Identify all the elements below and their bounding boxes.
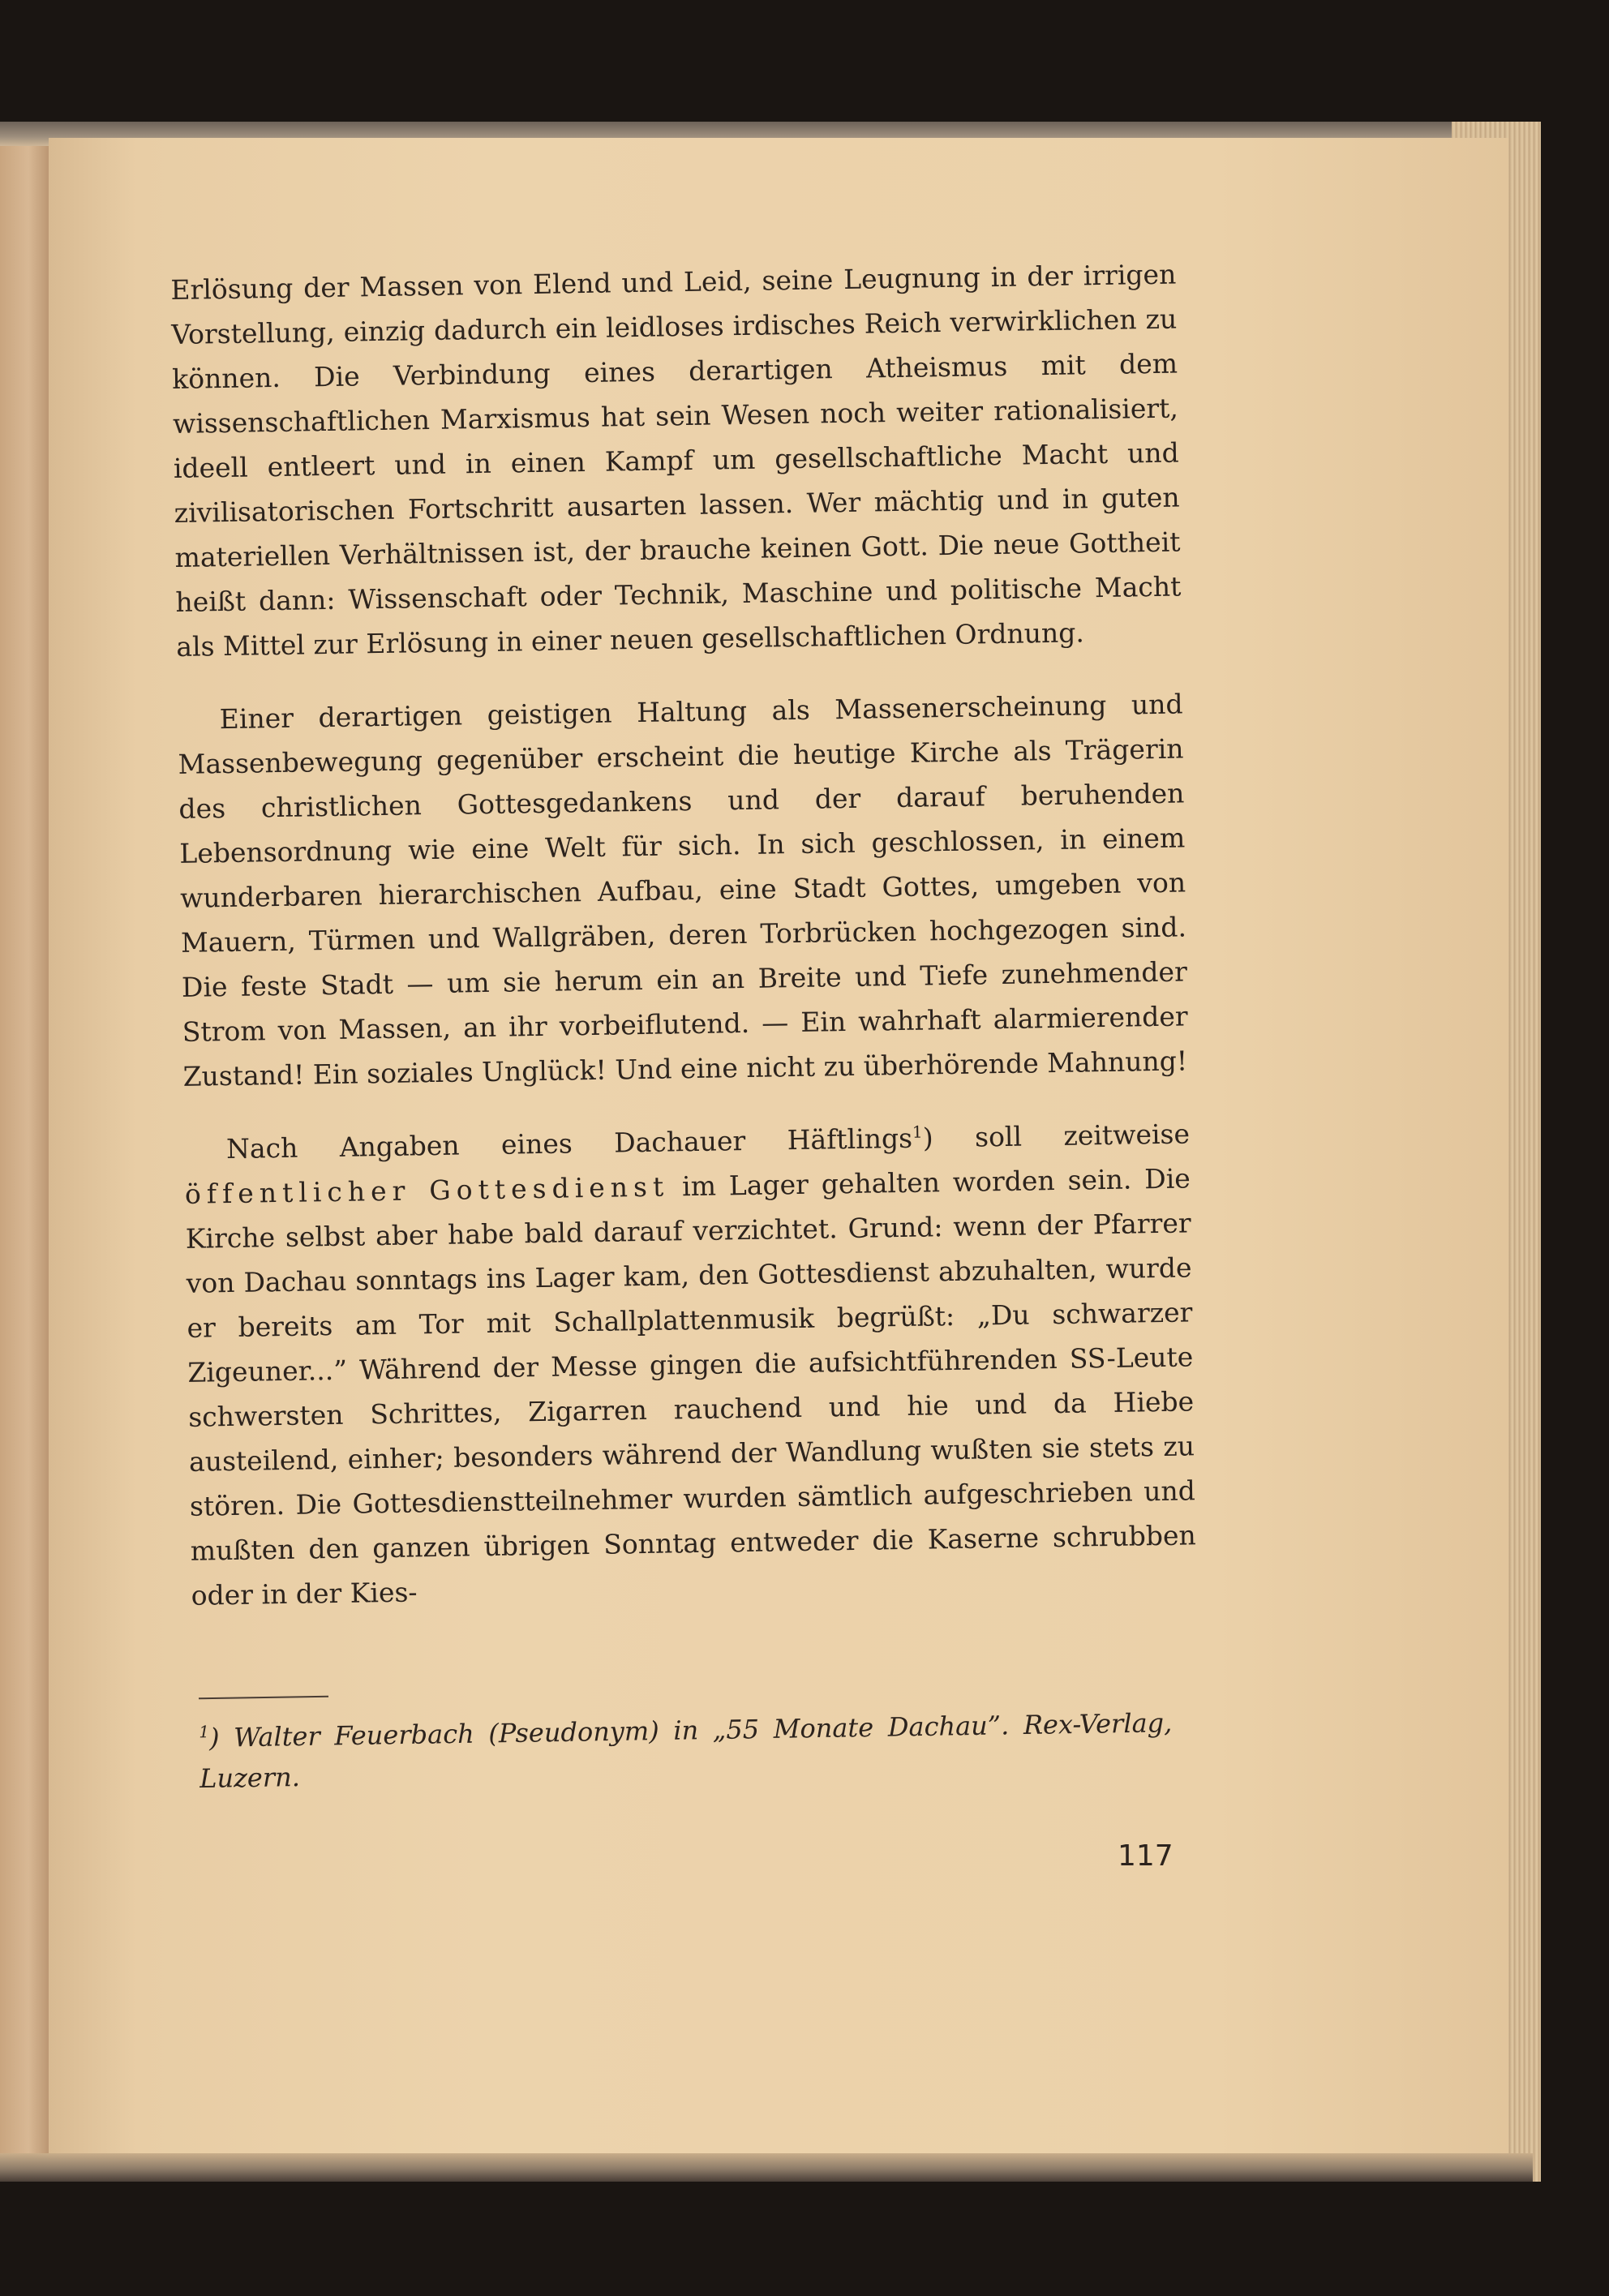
body-text xyxy=(170,252,1198,1646)
page-number: 117 xyxy=(1118,1839,1173,1873)
paragraph-3 xyxy=(184,1111,1197,1617)
book-bottom-edge xyxy=(0,2153,1533,2182)
paragraph-2: Einer derartigen geistigen Haltung als Massenerscheinung und Massenbewegung gegenüber erscheint die heutige Kirche als Trägerin des christlichen Gottesgedankens und der darauf beruhenden Lebensordnung wie eine Welt für sich. In sich geschlossen, in einem wunderbaren hierarchischen Aufbau, eine Stadt Gottes, umgeben von Mauern, Türmen und Wallgräben, deren Torbrücken hochgezogen sind. Die feste Stadt — um sie herum ein an Breite und Tiefe zunehmender Strom von Massen, an ihr vorbeiflutend. — Ein wahrhaft alarmierender Zustand! Ein soziales Unglück! Und eine nicht zu überhörende Mahnung! xyxy=(178,688,1188,1092)
paragraph-3-after-mark: ) soll zeitweise xyxy=(922,1118,1191,1154)
footnote-mark: 1 xyxy=(199,1722,210,1742)
footnote xyxy=(199,1702,1173,1799)
paragraph-1: Erlösung der Massen von Elend und Leid, seine Leugnung in der irrigen Vorstellung, einzig dadurch ein leidloses irdisches Reich verwirklichen zu können. Die Verbindung eines derartigen Atheismus mit dem wissenschaftlichen Marxismus hat sein Wesen noch weiter rationalisiert, ideell entleert und in einen Kampf um gesellschaftliche Macht und zivilisatorischen Fortschritt ausarten lassen. Wer mächtig und in guten materiellen Verhältnissen ist, der brauche keinen Gott. Die neue Gottheit heißt dann: Wissenschaft oder Technik, Maschine und politische Macht als Mittel zur Erlösung in einer neuen gesellschaftlichen Ordnung. xyxy=(170,258,1182,663)
paragraph-3-rest: im Lager gehalten worden sein. Die Kirche selbst aber habe bald darauf verzichtet. Grund: wenn der Pfarrer von Dachau sonntags ins Lager kam, den Gottesdienst abzuhalten, wurde er bereits am Tor mit Schallplattenmusik begrüßt: „Du schwarzer Zigeuner...” Während der Messe gingen die aufsichtführenden SS-Leute schwersten Schrittes, Zigarren rauchend und hie und da Hiebe austeilend, einher; besonders während der Wandlung wußten sie stets zu stören. Die Gottesdienstteilnehmer wurden sämtlich aufgeschrieben und mußten den ganzen übrigen Sonntag entweder die Kaserne schrubben oder in der Kies- xyxy=(185,1162,1197,1611)
paragraph-3-start: Nach Angaben eines Dachauer Häftlings xyxy=(225,1122,913,1165)
spaced-emphasis: öffentlicher Gottesdienst xyxy=(184,1170,670,1210)
footnote-reference: 1 xyxy=(912,1122,923,1142)
footnote-text: ) Walter Feuerbach (Pseudonym) in „55 Monate Dachau”. Rex-Verlag, Luzern. xyxy=(199,1707,1173,1794)
